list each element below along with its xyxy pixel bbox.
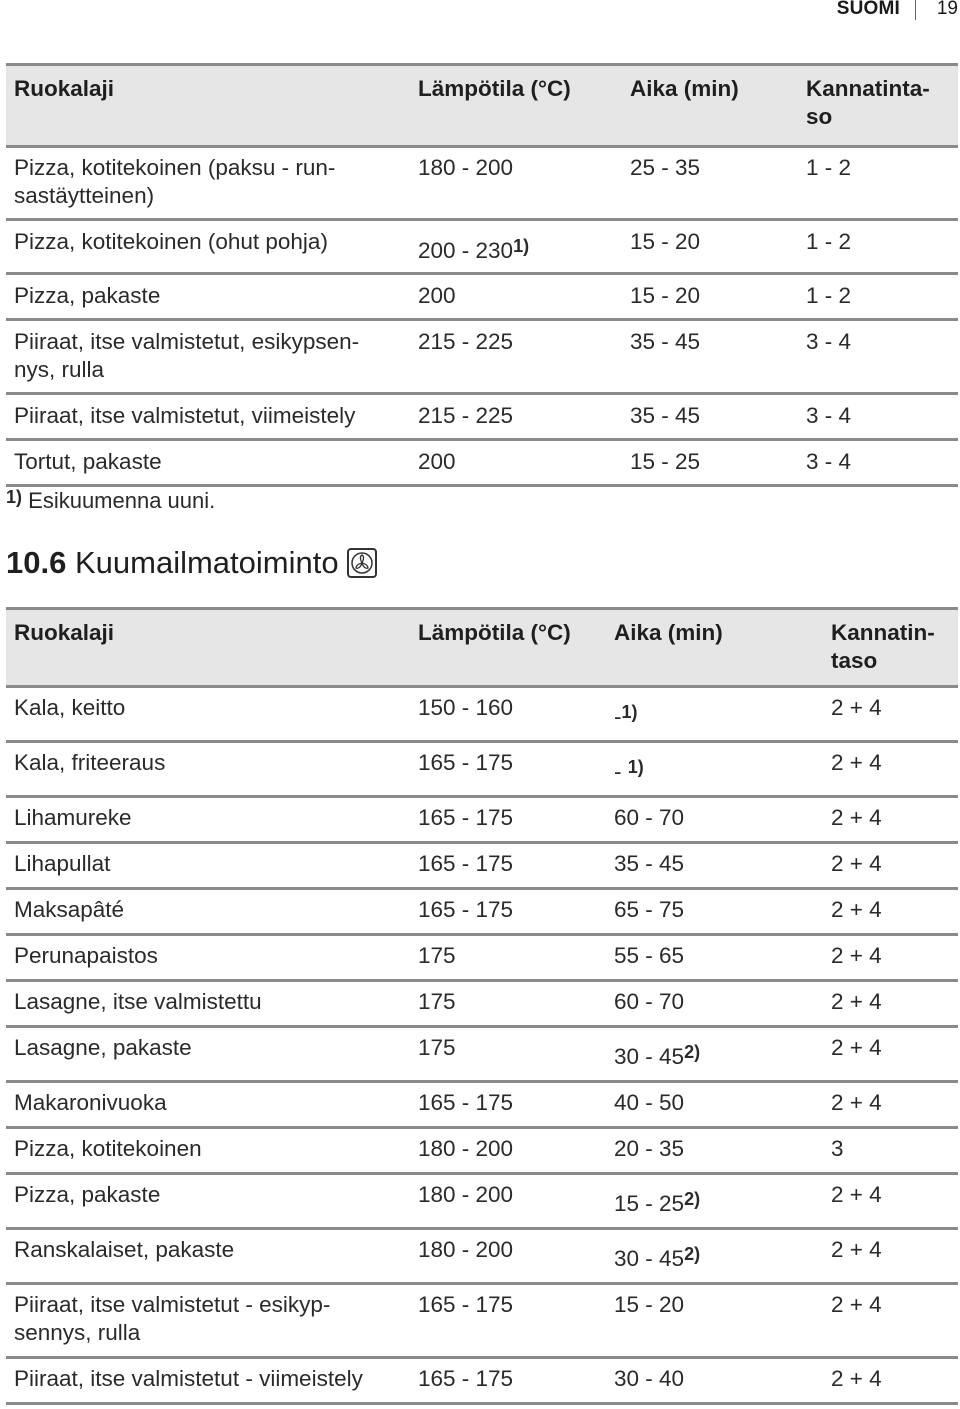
cell-temperature: 165 - 175 — [410, 1284, 606, 1358]
cell-temperature: 180 - 200 — [410, 1174, 606, 1229]
language-label: SUOMI — [836, 0, 900, 19]
cell-temperature: 215 - 225 — [410, 320, 622, 394]
cell-shelf: 2 + 4 — [819, 889, 958, 935]
footnote-ref: 2) — [684, 1189, 701, 1209]
table-row — [6, 1284, 958, 1358]
cell-time: 35 - 45 — [606, 843, 819, 889]
column-header-temperature: Lämpötila (°C) — [410, 65, 622, 147]
cell-dish: Lihapullat — [6, 843, 410, 889]
footnote-ref: 2) — [684, 1042, 701, 1062]
temperature-text: 200 - 230 — [418, 238, 514, 263]
cell-dish: Lihamureke — [6, 797, 410, 843]
fan-baking-table — [6, 607, 958, 1405]
cell-shelf: 2 + 4 — [819, 843, 958, 889]
cell-shelf: 3 - 4 — [798, 320, 958, 394]
cell-time: 15 - 20 — [622, 274, 798, 320]
cell-shelf: 2 + 4 — [819, 1358, 958, 1404]
cell-shelf: 2 + 4 — [819, 797, 958, 843]
cell-dish: Pizza, pakaste — [6, 1174, 410, 1229]
cell-shelf: 3 — [819, 1128, 958, 1174]
dish-line2: nys, rulla — [14, 357, 105, 382]
cell-temperature — [410, 220, 622, 274]
cell-shelf: 2 + 4 — [819, 742, 958, 797]
cell-time: 55 - 65 — [606, 935, 819, 981]
cell-dish — [6, 147, 410, 220]
cell-temperature: 165 - 175 — [410, 742, 606, 797]
table-row — [6, 687, 958, 742]
cell-dish: Lasagne, pakaste — [6, 1027, 410, 1082]
table-row — [6, 1082, 958, 1128]
dish-line2: sennys, rulla — [14, 1320, 141, 1345]
time-value — [614, 1044, 700, 1069]
table-footnote — [6, 488, 215, 514]
time-value — [614, 1246, 700, 1271]
table-row — [6, 440, 958, 486]
table-row — [6, 1358, 958, 1404]
footnote-text: Esikuumenna uuni. — [28, 488, 216, 513]
table-row — [6, 981, 958, 1027]
cell-dish: Pizza, kotitekoinen (ohut pohja) — [6, 220, 410, 274]
header-divider — [915, 0, 916, 20]
cell-dish: Perunapaistos — [6, 935, 410, 981]
cell-temperature: 215 - 225 — [410, 394, 622, 440]
dish-line1: Pizza, kotitekoinen (paksu - run- — [14, 155, 336, 180]
time-text: 15 - 25 — [614, 1191, 685, 1216]
cell-time: 25 - 35 — [622, 147, 798, 220]
section-number: 10.6 — [6, 545, 67, 580]
table-header-row — [6, 609, 958, 687]
cell-time: 15 - 25 — [622, 440, 798, 486]
cell-dish — [6, 320, 410, 394]
cell-time — [606, 1229, 819, 1284]
cell-dish: Piiraat, itse valmistetut - viimeistely — [6, 1358, 410, 1404]
table-row — [6, 1174, 958, 1229]
table-row — [6, 742, 958, 797]
footnote-ref: 2) — [684, 1244, 701, 1264]
cell-time — [606, 742, 819, 797]
cell-temperature: 165 - 175 — [410, 1358, 606, 1404]
header-shelf-line2: so — [806, 104, 833, 129]
fan-icon-graphic — [350, 551, 374, 575]
cell-temperature: 180 - 200 — [410, 147, 622, 220]
time-text: - — [614, 704, 622, 729]
cell-shelf: 2 + 4 — [819, 687, 958, 742]
cell-shelf: 2 + 4 — [819, 981, 958, 1027]
cell-shelf: 2 + 4 — [819, 1082, 958, 1128]
dish-line2: sastäytteinen) — [14, 183, 155, 208]
cell-dish: Maksapâté — [6, 889, 410, 935]
column-header-dish: Ruokalaji — [6, 65, 410, 147]
table-row — [6, 889, 958, 935]
header-shelf-line1: Kannatinta- — [806, 76, 930, 101]
table-row — [6, 1027, 958, 1082]
cell-temperature: 180 - 200 — [410, 1128, 606, 1174]
footnote-ref: 1) — [627, 757, 644, 777]
cell-time: 60 - 70 — [606, 981, 819, 1027]
table-row — [6, 935, 958, 981]
cell-dish: Pizza, pakaste — [6, 274, 410, 320]
time-value — [614, 704, 638, 729]
cell-temperature: 200 — [410, 440, 622, 486]
cell-dish: Ranskalaiset, pakaste — [6, 1229, 410, 1284]
cell-shelf: 1 - 2 — [798, 274, 958, 320]
cell-dish: Kala, friteeraus — [6, 742, 410, 797]
cell-dish: Kala, keitto — [6, 687, 410, 742]
dish-line1: Piiraat, itse valmistetut, esikypsen- — [14, 329, 360, 354]
footnote-ref: 1) — [621, 702, 638, 722]
cell-temperature: 165 - 175 — [410, 843, 606, 889]
table-header-row — [6, 65, 958, 147]
page-header — [0, 0, 960, 22]
cell-time — [606, 1027, 819, 1082]
grill-settings-table — [6, 63, 958, 487]
table-row — [6, 320, 958, 394]
column-header-shelf — [819, 609, 958, 687]
cell-dish: Piiraat, itse valmistetut, viimeistely — [6, 394, 410, 440]
cell-time — [606, 1174, 819, 1229]
cell-temperature: 175 — [410, 935, 606, 981]
cell-time: 20 - 35 — [606, 1128, 819, 1174]
cell-shelf: 2 + 4 — [819, 1229, 958, 1284]
cell-shelf: 3 - 4 — [798, 394, 958, 440]
table-row — [6, 1229, 958, 1284]
footnote-ref: 1) — [513, 236, 530, 256]
cell-time: 35 - 45 — [622, 320, 798, 394]
cell-temperature: 150 - 160 — [410, 687, 606, 742]
cell-time: 35 - 45 — [622, 394, 798, 440]
footnote-mark: 1) — [6, 487, 23, 507]
cell-dish: Lasagne, itse valmistettu — [6, 981, 410, 1027]
fan-icon — [347, 548, 377, 578]
cell-shelf: 2 + 4 — [819, 1174, 958, 1229]
dish-line1: Piiraat, itse valmistetut - esikyp- — [14, 1292, 331, 1317]
cell-shelf: 2 + 4 — [819, 935, 958, 981]
table-row — [6, 220, 958, 274]
cell-time: 15 - 20 — [606, 1284, 819, 1358]
section-heading — [6, 545, 377, 581]
cell-time: 60 - 70 — [606, 797, 819, 843]
time-text: 30 - 45 — [614, 1246, 685, 1271]
section-title: Kuumailmatoiminto — [74, 545, 339, 580]
column-header-time: Aika (min) — [622, 65, 798, 147]
header-shelf-line2: taso — [831, 648, 878, 673]
column-header-temperature: Lämpötila (°C) — [410, 609, 606, 687]
temperature-value — [418, 238, 529, 263]
table-row — [6, 843, 958, 889]
column-header-dish: Ruokalaji — [6, 609, 410, 687]
table-row — [6, 274, 958, 320]
time-value — [614, 759, 644, 784]
page-number: 19 — [936, 0, 958, 19]
cell-shelf: 1 - 2 — [798, 147, 958, 220]
cell-dish — [6, 1284, 410, 1358]
column-header-time: Aika (min) — [606, 609, 819, 687]
cell-temperature: 200 — [410, 274, 622, 320]
cell-time: 15 - 20 — [622, 220, 798, 274]
cell-time: 30 - 40 — [606, 1358, 819, 1404]
cell-temperature: 165 - 175 — [410, 889, 606, 935]
table-row — [6, 147, 958, 220]
cell-temperature: 165 - 175 — [410, 797, 606, 843]
cell-temperature: 175 — [410, 981, 606, 1027]
cell-shelf: 1 - 2 — [798, 220, 958, 274]
time-text: 30 - 45 — [614, 1044, 685, 1069]
cell-dish: Makaronivuoka — [6, 1082, 410, 1128]
cell-dish: Pizza, kotitekoinen — [6, 1128, 410, 1174]
cell-dish: Tortut, pakaste — [6, 440, 410, 486]
cell-temperature: 180 - 200 — [410, 1229, 606, 1284]
cell-shelf: 2 + 4 — [819, 1027, 958, 1082]
cell-time: 65 - 75 — [606, 889, 819, 935]
cell-time — [606, 687, 819, 742]
time-text: - — [614, 759, 628, 784]
table-row — [6, 797, 958, 843]
cell-shelf: 2 + 4 — [819, 1284, 958, 1358]
cell-time: 40 - 50 — [606, 1082, 819, 1128]
cell-temperature: 175 — [410, 1027, 606, 1082]
cell-temperature: 165 - 175 — [410, 1082, 606, 1128]
column-header-shelf — [798, 65, 958, 147]
table-row — [6, 394, 958, 440]
time-value — [614, 1191, 700, 1216]
cell-shelf: 3 - 4 — [798, 440, 958, 486]
table-row — [6, 1128, 958, 1174]
header-shelf-line1: Kannatin- — [831, 620, 935, 645]
